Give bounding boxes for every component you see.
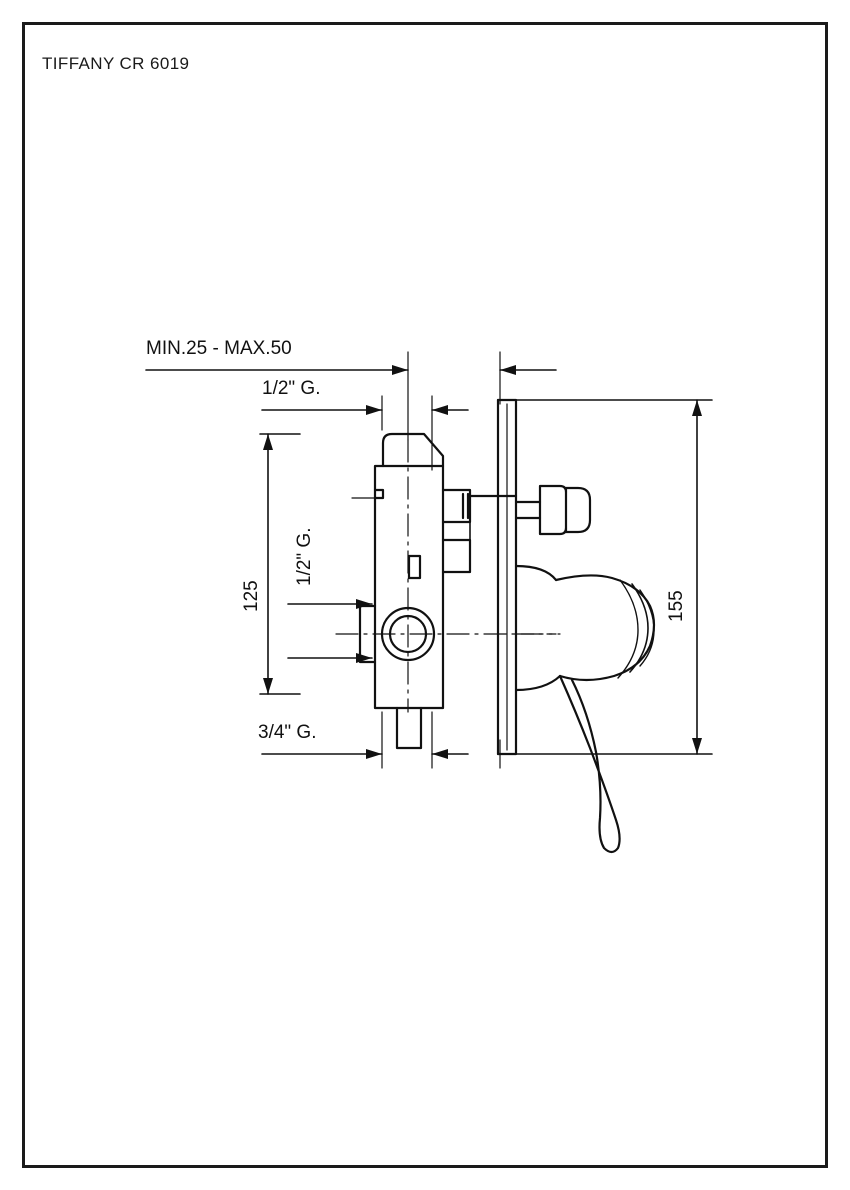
page-title: TIFFANY CR 6019 bbox=[42, 54, 190, 73]
body-step-left bbox=[375, 490, 383, 498]
mid-outlet-stub bbox=[443, 540, 470, 572]
label-inlet-bottom: 3/4" G. bbox=[258, 722, 317, 743]
dimension-depth-range bbox=[146, 365, 556, 375]
label-height-125: 125 bbox=[241, 580, 262, 612]
dimension-inlet-top bbox=[262, 405, 468, 415]
valve-top-neck bbox=[383, 434, 443, 466]
center-lines bbox=[336, 440, 560, 712]
port-square bbox=[409, 556, 420, 578]
mixer-handle bbox=[516, 566, 654, 852]
dimension-inlet-bottom bbox=[262, 749, 468, 759]
projection-lines bbox=[382, 352, 500, 768]
diverter-knob bbox=[470, 486, 590, 534]
label-depth-range: MIN.25 - MAX.50 bbox=[146, 338, 292, 359]
upper-outlet-stub bbox=[443, 490, 470, 522]
label-inlet-side: 1/2" G. bbox=[294, 527, 315, 586]
label-height-155: 155 bbox=[666, 590, 687, 622]
valve-body-outline bbox=[375, 466, 443, 708]
label-inlet-top: 1/2" G. bbox=[262, 378, 321, 399]
bottom-inlet-stub bbox=[397, 708, 421, 748]
